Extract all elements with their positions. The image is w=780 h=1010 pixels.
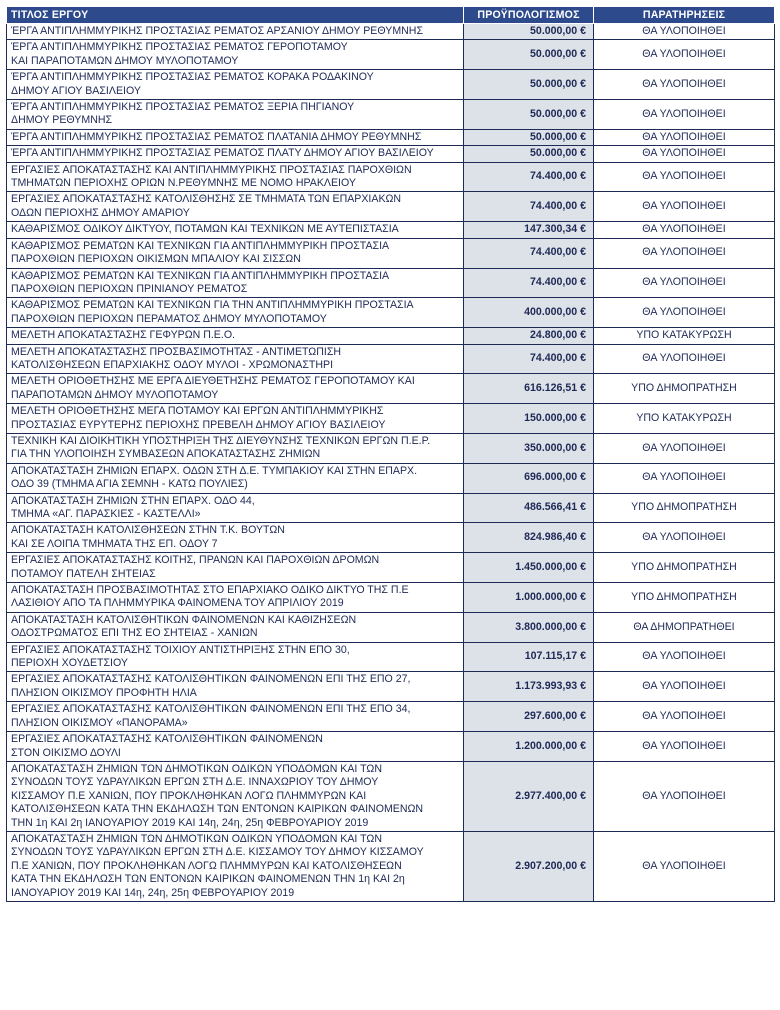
status-cell: ΘΑ ΥΛΟΠΟΙΗΘΕΙ: [594, 100, 775, 130]
table-body: [7, 24, 775, 902]
status-cell: ΘΑ ΥΛΟΠΟΙΗΘΕΙ: [594, 146, 775, 162]
table-row: [7, 162, 775, 192]
project-title-cell: ΑΠΟΚΑΤΑΣΤΑΣΗ ΖΗΜΙΩΝ ΤΩΝ ΔΗΜΟΤΙΚΩΝ ΟΔΙΚΩΝ ΥΠΟΔΟΜΩΝ ΚΑΙ ΤΩΝ ΣΥΝΟΔΩΝ ΤΟΥΣ ΥΔΡΑΥΛΙΚΩΝ ΕΡΓΩΝ ΣΤΗ Δ.Ε. ΚΙΣΣΑΜΟΥ ΤΟΥ ΔΗΜΟΥ ΚΙΣΣΑΜΟΥ Π.Ε ΧΑΝΙΩΝ, ΠΟΥ ΠΡΟΚΛΗΘΗΚΑΝ ΛΟΓΩ ΠΛΗΜΜΥΡΩΝ ΚΑΙ ΚΑΤΟΛΙΣΘΗΣΕΩΝ ΚΑΤΑ ΤΗΝ ΕΚΔΗΛΩΣΗ ΤΩΝ ΕΝΤΟΝΩΝ ΚΑΙΡΙΚΩΝ ΦΑΙΝΟΜΕΝΩΝ ΤΗΝ 1η ΚΑΙ 2η ΙΑΝΟΥΑΡΙΟΥ 2019 ΚΑΙ 14η, 24η, 25η ΦΕΒΡΟΥΑΡΙΟΥ 2019: [7, 831, 464, 901]
projects-table-container: [6, 6, 774, 902]
project-title-cell: ΜΕΛΕΤΗ ΑΠΟΚΑΤΑΣΤΑΣΗΣ ΓΕΦΥΡΩΝ Π.Ε.Ο.: [7, 328, 464, 344]
budget-cell: 2.907.200,00 €: [464, 831, 594, 901]
status-cell: ΘΑ ΥΛΟΠΟΙΗΘΕΙ: [594, 732, 775, 762]
budget-cell: 74.400,00 €: [464, 192, 594, 222]
table-row: [7, 672, 775, 702]
header-budget: ΠΡΟΫΠΟΛΟΓΙΣΜΟΣ: [464, 7, 594, 24]
table-row: [7, 222, 775, 238]
header-notes: ΠΑΡΑΤΗΡΗΣΕΙΣ: [594, 7, 775, 24]
table-row: [7, 100, 775, 130]
table-row: [7, 146, 775, 162]
budget-cell: 400.000,00 €: [464, 298, 594, 328]
budget-cell: 1.450.000,00 €: [464, 553, 594, 583]
status-cell: ΘΑ ΥΛΟΠΟΙΗΘΕΙ: [594, 24, 775, 40]
project-title-cell: ΕΡΓΑΣΙΕΣ ΑΠΟΚΑΤΑΣΤΑΣΗΣ ΚΑΤΟΛΙΣΘΗΤΙΚΩΝ ΦΑΙΝΟΜΕΝΩΝ ΣΤΟΝ ΟΙΚΙΣΜΟ ΔΟΥΛΙ: [7, 732, 464, 762]
budget-cell: 50.000,00 €: [464, 146, 594, 162]
budget-cell: 50.000,00 €: [464, 40, 594, 70]
project-title-cell: ΜΕΛΕΤΗ ΟΡΙΟΘΕΤΗΣΗΣ ΜΕΓΑ ΠΟΤΑΜΟΥ ΚΑΙ ΕΡΓΩΝ ΑΝΤΙΠΛΗΜΜΥΡΙΚΗΣ ΠΡΟΣΤΑΣΙΑΣ ΕΥΡΥΤΕΡΗΣ ΠΕΡΙΟΧΗΣ ΠΡΕΒΕΛΗ ΔΗΜΟΥ ΑΓΙΟΥ ΒΑΣΙΛΕΙΟΥ: [7, 404, 464, 434]
project-title-cell: ΈΡΓΑ ΑΝΤΙΠΛΗΜΜΥΡΙΚΗΣ ΠΡΟΣΤΑΣΙΑΣ ΡΕΜΑΤΟΣ ΚΟΡΑΚΑ ΡΟΔΑΚΙΝΟΥ ΔΗΜΟΥ ΑΓΙΟΥ ΒΑΣΙΛΕΙΟΥ: [7, 70, 464, 100]
table-row: [7, 702, 775, 732]
budget-cell: 74.400,00 €: [464, 344, 594, 374]
budget-cell: 1.000.000,00 €: [464, 583, 594, 613]
project-title-cell: ΑΠΟΚΑΤΑΣΤΑΣΗ ΚΑΤΟΛΙΣΘΗΣΕΩΝ ΣΤΗΝ Τ.Κ. ΒΟΥΤΩΝ ΚΑΙ ΣΕ ΛΟΙΠΑ ΤΜΗΜΑΤΑ ΤΗΣ ΕΠ. ΟΔΟΥ 7: [7, 523, 464, 553]
budget-cell: 486.566,41 €: [464, 493, 594, 523]
budget-cell: 297.600,00 €: [464, 702, 594, 732]
status-cell: ΘΑ ΥΛΟΠΟΙΗΘΕΙ: [594, 702, 775, 732]
table-row: [7, 328, 775, 344]
status-cell: ΘΑ ΔΗΜΟΠΡΑΤΗΘΕΙ: [594, 612, 775, 642]
project-title-cell: ΑΠΟΚΑΤΑΣΤΑΣΗ ΠΡΟΣΒΑΣΙΜΟΤΗΤΑΣ ΣΤΟ ΕΠΑΡΧΙΑΚΟ ΟΔΙΚΟ ΔΙΚΤΥΟ ΤΗΣ Π.Ε ΛΑΣΙΘΙΟΥ ΑΠΟ ΤΑ ΠΛΗΜΜΥΡΙΚΑ ΦΑΙΝΟΜΕΝΑ ΤΟΥ ΑΠΡΙΛΙΟΥ 2019: [7, 583, 464, 613]
project-title-cell: ΕΡΓΑΣΙΕΣ ΑΠΟΚΑΤΑΣΤΑΣΗΣ ΚΑΤΟΛΙΣΘΗΣΗΣ ΣΕ ΤΜΗΜΑΤΑ ΤΩΝ ΕΠΑΡΧΙΑΚΩΝ ΟΔΩΝ ΠΕΡΙΟΧΗΣ ΔΗΜΟΥ ΑΜΑΡΙΟΥ: [7, 192, 464, 222]
project-title-cell: ΈΡΓΑ ΑΝΤΙΠΛΗΜΜΥΡΙΚΗΣ ΠΡΟΣΤΑΣΙΑΣ ΡΕΜΑΤΟΣ ΞΕΡΙΑ ΠΗΓΙΑΝΟΥ ΔΗΜΟΥ ΡΕΘΥΜΝΗΣ: [7, 100, 464, 130]
status-cell: ΘΑ ΥΛΟΠΟΙΗΘΕΙ: [594, 162, 775, 192]
table-row: [7, 612, 775, 642]
status-cell: ΘΑ ΥΛΟΠΟΙΗΘΕΙ: [594, 433, 775, 463]
project-title-cell: ΚΑΘΑΡΙΣΜΟΣ ΡΕΜΑΤΩΝ ΚΑΙ ΤΕΧΝΙΚΩΝ ΓΙΑ ΑΝΤΙΠΛΗΜΜΥΡΙΚΗ ΠΡΟΣΤΑΣΙΑ ΠΑΡΟΧΘΙΩΝ ΠΕΡΙΟΧΩΝ ΠΡΙΝΙΑΝΟΥ ΡΕΜΑΤΟΣ: [7, 268, 464, 298]
project-title-cell: ΑΠΟΚΑΤΑΣΤΑΣΗ ΖΗΜΙΩΝ ΕΠΑΡΧ. ΟΔΩΝ ΣΤΗ Δ.Ε. ΤΥΜΠΑΚΙΟΥ ΚΑΙ ΣΤΗΝ ΕΠΑΡΧ. ΟΔΟ 39 (ΤΜΗΜΑ ΑΓΙΑ ΣΕΜΝΗ - ΚΑΤΩ ΠΟΥΛΙΕΣ): [7, 463, 464, 493]
project-title-cell: ΕΡΓΑΣΙΕΣ ΑΠΟΚΑΤΑΣΤΑΣΗΣ ΚΑΤΟΛΙΣΘΗΤΙΚΩΝ ΦΑΙΝΟΜΕΝΩΝ ΕΠΙ ΤΗΣ ΕΠΟ 27, ΠΛΗΣΙΟΝ ΟΙΚΙΣΜΟΥ ΠΡΟΦΗΤΗ ΗΛΙΑ: [7, 672, 464, 702]
table-row: [7, 298, 775, 328]
budget-cell: 696.000,00 €: [464, 463, 594, 493]
project-title-cell: ΕΡΓΑΣΙΕΣ ΑΠΟΚΑΤΑΣΤΑΣΗΣ ΚΑΤΟΛΙΣΘΗΤΙΚΩΝ ΦΑΙΝΟΜΕΝΩΝ ΕΠΙ ΤΗΣ ΕΠΟ 34, ΠΛΗΣΙΟΝ ΟΙΚΙΣΜΟΥ «ΠΑΝΟΡΑΜΑ»: [7, 702, 464, 732]
status-cell: ΥΠΟ ΚΑΤΑΚΥΡΩΣΗ: [594, 328, 775, 344]
table-row: [7, 831, 775, 901]
budget-cell: 50.000,00 €: [464, 70, 594, 100]
budget-cell: 350.000,00 €: [464, 433, 594, 463]
status-cell: ΘΑ ΥΛΟΠΟΙΗΘΕΙ: [594, 70, 775, 100]
table-row: [7, 553, 775, 583]
header-project-title: ΤΙΤΛΟΣ ΕΡΓΟΥ: [7, 7, 464, 24]
table-header: [7, 7, 775, 24]
table-row: [7, 374, 775, 404]
project-title-cell: ΜΕΛΕΤΗ ΟΡΙΟΘΕΤΗΣΗΣ ΜΕ ΕΡΓΑ ΔΙΕΥΘΕΤΗΣΗΣ ΡΕΜΑΤΟΣ ΓΕΡΟΠΟΤΑΜΟΥ ΚΑΙ ΠΑΡΑΠΟΤΑΜΩΝ ΔΗΜΟΥ ΜΥΛΟΠΟΤΑΜΟΥ: [7, 374, 464, 404]
project-title-cell: ΈΡΓΑ ΑΝΤΙΠΛΗΜΜΥΡΙΚΗΣ ΠΡΟΣΤΑΣΙΑΣ ΡΕΜΑΤΟΣ ΠΛΑΤΑΝΙΑ ΔΗΜΟΥ ΡΕΘΥΜΝΗΣ: [7, 129, 464, 145]
project-title-cell: ΑΠΟΚΑΤΑΣΤΑΣΗ ΖΗΜΙΩΝ ΤΩΝ ΔΗΜΟΤΙΚΩΝ ΟΔΙΚΩΝ ΥΠΟΔΟΜΩΝ ΚΑΙ ΤΩΝ ΣΥΝΟΔΩΝ ΤΟΥΣ ΥΔΡΑΥΛΙΚΩΝ ΕΡΓΩΝ ΣΤΗ Δ.Ε. ΙΝΝΑΧΩΡΙΟΥ ΤΟΥ ΔΗΜΟΥ ΚΙΣΣΑΜΟΥ Π.Ε ΧΑΝΙΩΝ, ΠΟΥ ΠΡΟΚΛΗΘΗΚΑΝ ΛΟΓΩ ΠΛΗΜΜΥΡΩΝ ΚΑΙ ΚΑΤΟΛΙΣΘΗΣΕΩΝ ΚΑΤΑ ΤΗΝ ΕΚΔΗΛΩΣΗ ΤΩΝ ΕΝΤΟΝΩΝ ΚΑΙΡΙΚΩΝ ΦΑΙΝΟΜΕΝΩΝ ΤΗΝ 1η ΚΑΙ 2η ΙΑΝΟΥΑΡΙΟΥ 2019 ΚΑΙ 14η, 24η, 25η ΦΕΒΡΟΥΑΡΙΟΥ 2019: [7, 761, 464, 831]
status-cell: ΘΑ ΥΛΟΠΟΙΗΘΕΙ: [594, 344, 775, 374]
status-cell: ΘΑ ΥΛΟΠΟΙΗΘΕΙ: [594, 761, 775, 831]
budget-cell: 1.200.000,00 €: [464, 732, 594, 762]
table-row: [7, 70, 775, 100]
budget-cell: 50.000,00 €: [464, 129, 594, 145]
table-row: [7, 583, 775, 613]
status-cell: ΥΠΟ ΔΗΜΟΠΡΑΤΗΣΗ: [594, 583, 775, 613]
project-title-cell: ΕΡΓΑΣΙΕΣ ΑΠΟΚΑΤΑΣΤΑΣΗΣ ΤΟΙΧΙΟΥ ΑΝΤΙΣΤΗΡΙΞΗΣ ΣΤΗΝ ΕΠΟ 30, ΠΕΡΙΟΧΗ ΧΟΥΔΕΤΣΙΟΥ: [7, 642, 464, 672]
project-title-cell: ΑΠΟΚΑΤΑΣΤΑΣΗ ΖΗΜΙΩΝ ΣΤΗΝ ΕΠΑΡΧ. ΟΔΟ 44, ΤΜΗΜΑ «ΑΓ. ΠΑΡΑΣΚΙΕΣ - ΚΑΣΤΕΛΛΙ»: [7, 493, 464, 523]
status-cell: ΘΑ ΥΛΟΠΟΙΗΘΕΙ: [594, 831, 775, 901]
budget-cell: 74.400,00 €: [464, 238, 594, 268]
table-row: [7, 493, 775, 523]
budget-cell: 107.115,17 €: [464, 642, 594, 672]
table-row: [7, 732, 775, 762]
budget-cell: 3.800.000,00 €: [464, 612, 594, 642]
status-cell: ΘΑ ΥΛΟΠΟΙΗΘΕΙ: [594, 129, 775, 145]
status-cell: ΥΠΟ ΔΗΜΟΠΡΑΤΗΣΗ: [594, 493, 775, 523]
table-row: [7, 642, 775, 672]
status-cell: ΘΑ ΥΛΟΠΟΙΗΘΕΙ: [594, 523, 775, 553]
table-row: [7, 463, 775, 493]
table-row: [7, 404, 775, 434]
table-row: [7, 433, 775, 463]
status-cell: ΘΑ ΥΛΟΠΟΙΗΘΕΙ: [594, 268, 775, 298]
budget-cell: 147.300,34 €: [464, 222, 594, 238]
table-row: [7, 40, 775, 70]
table-row: [7, 344, 775, 374]
table-row: [7, 24, 775, 40]
budget-cell: 74.400,00 €: [464, 162, 594, 192]
project-title-cell: ΜΕΛΕΤΗ ΑΠΟΚΑΤΑΣΤΑΣΗΣ ΠΡΟΣΒΑΣΙΜΟΤΗΤΑΣ - ΑΝΤΙΜΕΤΩΠΙΣΗ ΚΑΤΟΛΙΣΘΗΣΕΩΝ ΕΠΑΡΧΙΑΚΗΣ ΟΔΟΥ ΜΥΛΟΙ - ΧΡΩΜΟΝΑΣΤΗΡΙ: [7, 344, 464, 374]
status-cell: ΥΠΟ ΔΗΜΟΠΡΑΤΗΣΗ: [594, 374, 775, 404]
project-title-cell: ΚΑΘΑΡΙΣΜΟΣ ΟΔΙΚΟΥ ΔΙΚΤΥΟΥ, ΠΟΤΑΜΩΝ ΚΑΙ ΤΕΧΝΙΚΩΝ ΜΕ ΑΥΤΕΠΙΣΤΑΣΙΑ: [7, 222, 464, 238]
budget-cell: 150.000,00 €: [464, 404, 594, 434]
budget-cell: 24.800,00 €: [464, 328, 594, 344]
project-title-cell: ΈΡΓΑ ΑΝΤΙΠΛΗΜΜΥΡΙΚΗΣ ΠΡΟΣΤΑΣΙΑΣ ΡΕΜΑΤΟΣ ΓΕΡΟΠΟΤΑΜΟΥ ΚΑΙ ΠΑΡΑΠΟΤΑΜΩΝ ΔΗΜΟΥ ΜΥΛΟΠΟΤΑΜΟΥ: [7, 40, 464, 70]
status-cell: ΘΑ ΥΛΟΠΟΙΗΘΕΙ: [594, 672, 775, 702]
budget-cell: 824.986,40 €: [464, 523, 594, 553]
status-cell: ΘΑ ΥΛΟΠΟΙΗΘΕΙ: [594, 40, 775, 70]
header-row: [7, 7, 775, 24]
table-row: [7, 192, 775, 222]
project-title-cell: ΈΡΓΑ ΑΝΤΙΠΛΗΜΜΥΡΙΚΗΣ ΠΡΟΣΤΑΣΙΑΣ ΡΕΜΑΤΟΣ ΑΡΣΑΝΙΟΥ ΔΗΜΟΥ ΡΕΘΥΜΝΗΣ: [7, 24, 464, 40]
budget-cell: 2.977.400,00 €: [464, 761, 594, 831]
budget-cell: 616.126,51 €: [464, 374, 594, 404]
budget-cell: 50.000,00 €: [464, 100, 594, 130]
project-title-cell: ΚΑΘΑΡΙΣΜΟΣ ΡΕΜΑΤΩΝ ΚΑΙ ΤΕΧΝΙΚΩΝ ΓΙΑ ΤΗΝ ΑΝΤΙΠΛΗΜΜΥΡΙΚΗ ΠΡΟΣΤΑΣΙΑ ΠΑΡΟΧΘΙΩΝ ΠΕΡΙΟΧΩΝ ΠΕΡΑΜΑΤΟΣ ΔΗΜΟΥ ΜΥΛΟΠΟΤΑΜΟΥ: [7, 298, 464, 328]
project-title-cell: ΤΕΧΝΙΚΗ ΚΑΙ ΔΙΟΙΚΗΤΙΚΗ ΥΠΟΣΤΗΡΙΞΗ ΤΗΣ ΔΙΕΥΘΥΝΣΗΣ ΤΕΧΝΙΚΩΝ ΕΡΓΩΝ Π.Ε.Ρ. ΓΙΑ ΤΗΝ ΥΛΟΠΟΙΗΣΗ ΣΥΜΒΑΣΕΩΝ ΑΠΟΚΑΤΑΣΤΑΣΗΣ ΖΗΜΙΩΝ: [7, 433, 464, 463]
budget-cell: 1.173.993,93 €: [464, 672, 594, 702]
projects-table: [6, 6, 775, 902]
project-title-cell: ΚΑΘΑΡΙΣΜΟΣ ΡΕΜΑΤΩΝ ΚΑΙ ΤΕΧΝΙΚΩΝ ΓΙΑ ΑΝΤΙΠΛΗΜΜΥΡΙΚΗ ΠΡΟΣΤΑΣΙΑ ΠΑΡΟΧΘΙΩΝ ΠΕΡΙΟΧΩΝ ΟΙΚΙΣΜΩΝ ΜΠΑΛΙΟΥ ΚΑΙ ΣΙΣΣΩΝ: [7, 238, 464, 268]
table-row: [7, 238, 775, 268]
table-row: [7, 268, 775, 298]
budget-cell: 74.400,00 €: [464, 268, 594, 298]
status-cell: ΥΠΟ ΔΗΜΟΠΡΑΤΗΣΗ: [594, 553, 775, 583]
table-row: [7, 761, 775, 831]
status-cell: ΘΑ ΥΛΟΠΟΙΗΘΕΙ: [594, 463, 775, 493]
status-cell: ΘΑ ΥΛΟΠΟΙΗΘΕΙ: [594, 642, 775, 672]
budget-cell: 50.000,00 €: [464, 24, 594, 40]
status-cell: ΘΑ ΥΛΟΠΟΙΗΘΕΙ: [594, 222, 775, 238]
project-title-cell: ΈΡΓΑ ΑΝΤΙΠΛΗΜΜΥΡΙΚΗΣ ΠΡΟΣΤΑΣΙΑΣ ΡΕΜΑΤΟΣ ΠΛΑΤΥ ΔΗΜΟΥ ΑΓΙΟΥ ΒΑΣΙΛΕΙΟΥ: [7, 146, 464, 162]
table-row: [7, 129, 775, 145]
project-title-cell: ΕΡΓΑΣΙΕΣ ΑΠΟΚΑΤΑΣΤΑΣΗΣ ΚΑΙ ΑΝΤΙΠΛΗΜΜΥΡΙΚΗΣ ΠΡΟΣΤΑΣΙΑΣ ΠΑΡΟΧΘΙΩΝ ΤΜΗΜΑΤΩΝ ΠΕΡΙΟΧΗΣ ΟΡΙΩΝ Ν.ΡΕΘΥΜΝΗΣ ΜΕ ΝΟΜΟ ΗΡΑΚΛΕΙΟΥ: [7, 162, 464, 192]
status-cell: ΘΑ ΥΛΟΠΟΙΗΘΕΙ: [594, 298, 775, 328]
status-cell: ΘΑ ΥΛΟΠΟΙΗΘΕΙ: [594, 238, 775, 268]
table-row: [7, 523, 775, 553]
project-title-cell: ΕΡΓΑΣΙΕΣ ΑΠΟΚΑΤΑΣΤΑΣΗΣ ΚΟΙΤΗΣ, ΠΡΑΝΩΝ ΚΑΙ ΠΑΡΟΧΘΙΩΝ ΔΡΟΜΩΝ ΠΟΤΑΜΟΥ ΠΑΤΕΛΗ ΣΗΤΕΙΑΣ: [7, 553, 464, 583]
project-title-cell: ΑΠΟΚΑΤΑΣΤΑΣΗ ΚΑΤΟΛΙΣΘΗΤΙΚΩΝ ΦΑΙΝΟΜΕΝΩΝ ΚΑΙ ΚΑΘΙΖΗΣΕΩΝ ΟΔΟΣΤΡΩΜΑΤΟΣ ΕΠΙ ΤΗΣ ΕΟ ΣΗΤΕΙΑΣ - ΧΑΝΙΩΝ: [7, 612, 464, 642]
status-cell: ΥΠΟ ΚΑΤΑΚΥΡΩΣΗ: [594, 404, 775, 434]
status-cell: ΘΑ ΥΛΟΠΟΙΗΘΕΙ: [594, 192, 775, 222]
